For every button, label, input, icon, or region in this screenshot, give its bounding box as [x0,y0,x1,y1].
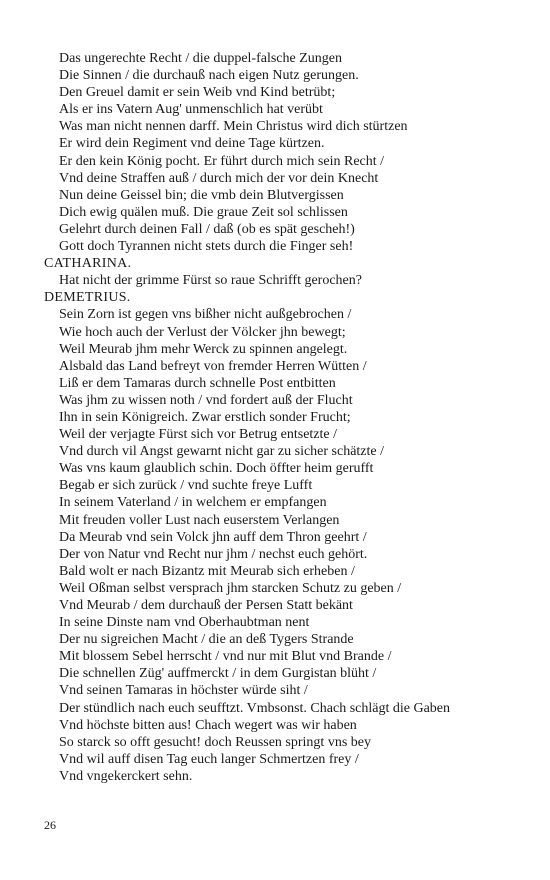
verse-line: Der von Natur vnd Recht nur jhm / nechst euch gehört. [59,546,368,562]
verse-line: Hat nicht der grimme Fürst so raue Schrifft gerochen? [59,273,362,289]
verse-line: Der stündlich nach euch seufftzt. Vmbsonst. Chach schlägt die Gaben [59,700,450,716]
verse-line: Das ungerechte Recht / die duppel-falsche Zungen [59,51,343,66]
verse-line: Vnd seinen Tamaras in höchster würde siht / [59,683,308,699]
verse-line: Nun deine Geissel bin; die vmb dein Blutvergissen [59,187,344,203]
verse-line: Was man nicht nennen darff. Mein Christus wird dich stürtzen [59,119,408,135]
verse-line: Vnd durch vil Angst gewarnt nicht gar zu sicher schätzte / [59,444,385,460]
verse-line: In seine Dinste nam vnd Oberhaubtman nent [59,615,310,631]
verse-line: Ihn in sein Königreich. Zwar erstlich sonder Frucht; [59,409,351,425]
verse-line: Begab er sich zurück / vnd suchte freye Lufft [59,478,313,494]
verse-line: So starck so offt gesucht! doch Reussen springt vns bey [59,734,371,750]
verse-line: Mit freuden voller Lust nach euserstem Verlangen [59,512,340,528]
verse-line: Vnd höchste bitten aus! Chach wegert was wir haben [59,717,357,733]
verse-line: Gott doch Tyrannen nicht stets durch die Finger seh! [59,239,354,255]
verse-line: Die schnellen Züg' auffmerckt / in dem Gurgistan blüht / [59,666,377,682]
verse-line: Liß er dem Tamaras durch schnelle Post entbitten [59,375,336,391]
verse-line: Was jhm zu wissen noth / vnd fordert auß der Flucht [59,392,353,408]
verse-line: Bald wolt er nach Bizantz mit Meurab sich erheben / [59,563,355,579]
verse-line: Weil der verjagte Fürst sich vor Betrug entsetzte / [59,427,338,443]
verse-line: Wie hoch auch der Verlust der Völcker jhn bewegt; [59,324,346,340]
verse-line: Da Meurab vnd sein Volck jhn auff dem Thron geehrt / [59,529,367,545]
verse-line: Sein Zorn ist gegen vns bißher nicht außgebrochen / [59,307,352,323]
verse-line: Gelehrt durch deinen Fall / daß (ob es spät gescheh!) [59,221,355,237]
verse-line: Vnd deine Straffen auß / durch mich der vor dein Knecht [59,170,379,186]
verse-line: Alsbald das Land befreyt von fremder Herren Wütten / [59,358,367,374]
speaker-name: CATHARINA. [44,256,132,272]
verse-line: Als er ins Vatern Aug' unmenschlich hat verübt [59,102,323,118]
speaker-name: DEMETRIUS. [44,290,131,306]
verse-line: Die Sinnen / die durchauß nach eigen Nutz gerungen. [59,68,359,84]
text-block [44,50,524,785]
verse-line: Was vns kaum glaublich schin. Doch öffter heim gerufft [59,461,374,477]
verse-line: Vnd vngekerckert sehn. [59,768,193,784]
verse-line: Weil Oßman selbst versprach jhm starcken Schutz zu geben / [59,580,402,596]
verse-line: Der nu sigreichen Macht / die an deß Tygers Strande [59,632,354,648]
verse-line: In seinem Vaterland / in welchem er empfangen [59,495,327,511]
verse-line: Vnd wil auff disen Tag euch langer Schmertzen frey / [59,751,359,767]
page-number: 26 [44,818,56,832]
verse-line: Mit blossem Sebel herrscht / vnd nur mit Blut vnd Brande / [59,649,392,665]
verse-line: Weil Meurab jhm mehr Werck zu spinnen angelegt. [59,341,348,357]
verse-line: Vnd Meurab / dem durchauß der Persen Statt bekänt [59,598,353,613]
verse-line: Er wird dein Regiment vnd deine Tage kürtzen. [59,136,325,152]
verse-line: Den Greuel damit er sein Weib vnd Kind betrübt; [59,85,336,101]
verse-line: Er den kein König pocht. Er führt durch mich sein Recht / [59,153,385,169]
verse-line: Dich ewig quälen muß. Die graue Zeit sol schlissen [59,204,348,220]
